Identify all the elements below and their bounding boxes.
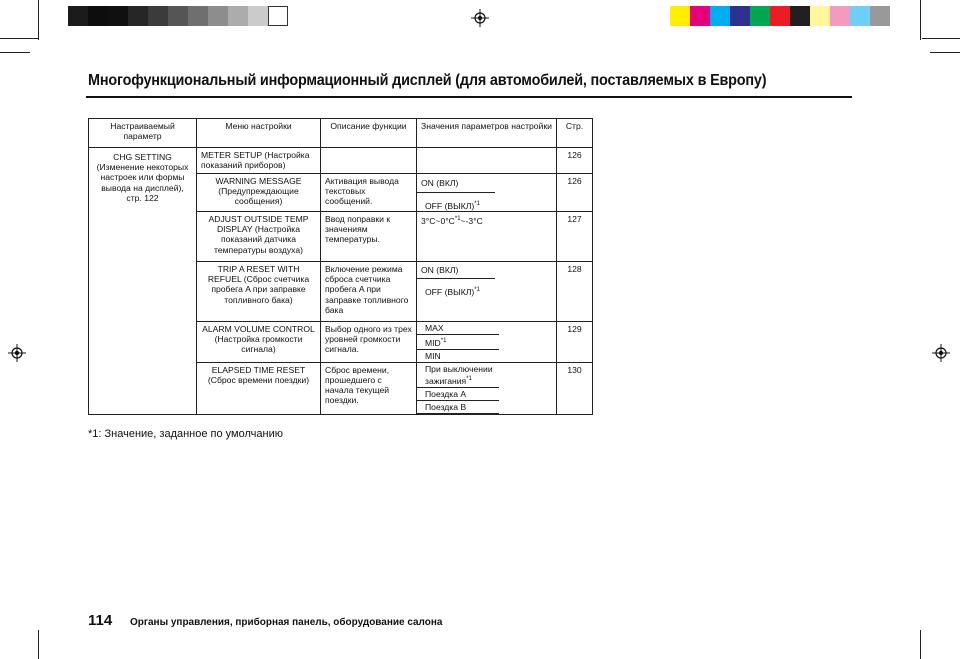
crop-mark bbox=[0, 52, 30, 53]
gray-swatch bbox=[128, 6, 148, 26]
gray-swatch bbox=[208, 6, 228, 26]
page-footer-title: Органы управления, приборная панель, оборудование салона bbox=[130, 616, 443, 628]
gray-swatch bbox=[68, 6, 88, 26]
menu-cell: METER SETUP (Настройка показаний приборов) bbox=[197, 148, 321, 174]
column-header: Значения параметров настройки bbox=[417, 119, 557, 148]
color-swatch bbox=[790, 6, 810, 26]
column-header: Стр. bbox=[557, 119, 593, 148]
values-cell bbox=[417, 174, 557, 212]
registration-target-icon bbox=[471, 9, 489, 27]
grayscale-calibration-bar bbox=[68, 6, 288, 26]
page-number: 114 bbox=[88, 612, 113, 629]
gray-swatch bbox=[188, 6, 208, 26]
crop-mark bbox=[930, 52, 960, 53]
page-cell: 130 bbox=[557, 362, 593, 415]
crop-mark bbox=[0, 38, 38, 39]
title-rule bbox=[86, 96, 852, 98]
value-option: Поездка B bbox=[417, 401, 499, 414]
gray-swatch bbox=[148, 6, 168, 26]
desc-cell bbox=[321, 148, 417, 174]
color-calibration-bar bbox=[670, 6, 890, 26]
values-cell: $3^\circ C\sim 0^\circ C^{*1}\sim-3^\circ C$ bbox=[417, 212, 557, 262]
crop-mark bbox=[922, 38, 960, 39]
color-swatch bbox=[750, 6, 770, 26]
color-swatch bbox=[830, 6, 850, 26]
registration-target-icon bbox=[932, 344, 950, 362]
group-cell: CHG SETTING (Изменение некоторых настроек или формы вывода на дисплей), стр. 122 bbox=[89, 148, 197, 415]
value-option: OFF (ВЫКЛ)$^{*1}$ bbox=[425, 200, 480, 211]
values-cell bbox=[417, 362, 557, 415]
column-header: Описание функции bbox=[321, 119, 417, 148]
color-swatch bbox=[870, 6, 890, 26]
crop-mark bbox=[38, 0, 39, 40]
color-swatch bbox=[710, 6, 730, 26]
crop-mark bbox=[38, 630, 39, 659]
column-header: Настраиваемый параметр bbox=[89, 119, 197, 148]
settings-table bbox=[88, 118, 593, 415]
menu-cell: TRIP A RESET WITH REFUEL (Сброс счетчика пробега A при заправке топливного бака) bbox=[197, 262, 321, 322]
color-swatch bbox=[770, 6, 790, 26]
value-option: ON (ВКЛ) bbox=[417, 262, 495, 279]
color-swatch bbox=[670, 6, 690, 26]
values-cell bbox=[417, 262, 557, 322]
desc-cell: Активация вывода текстовых сообщений. bbox=[321, 174, 417, 212]
gray-swatch bbox=[268, 6, 288, 26]
page-cell: 127 bbox=[557, 212, 593, 262]
values-cell bbox=[417, 322, 557, 362]
table-row bbox=[89, 148, 593, 174]
column-header: Меню настройки bbox=[197, 119, 321, 148]
crop-mark bbox=[920, 0, 921, 40]
crop-mark bbox=[920, 630, 921, 659]
values-cell bbox=[417, 148, 557, 174]
page-cell: 129 bbox=[557, 322, 593, 362]
gray-swatch bbox=[248, 6, 268, 26]
desc-cell: Сброс времени, прошедшего с начала текущей поездки. bbox=[321, 362, 417, 415]
page-cell: 126 bbox=[557, 148, 593, 174]
desc-cell: Включение режима сброса счетчика пробега A при заправке топливного бака bbox=[321, 262, 417, 322]
menu-cell: WARNING MESSAGE (Предупреждающие сообщения) bbox=[197, 174, 321, 212]
menu-cell: ALARM VOLUME CONTROL (Настройка громкости сигнала) bbox=[197, 322, 321, 362]
value-option: ON (ВКЛ) bbox=[417, 174, 495, 193]
value-option: При выключении зажигания$^{*1}$ bbox=[417, 363, 499, 388]
page-cell: 126 bbox=[557, 174, 593, 212]
gray-swatch bbox=[228, 6, 248, 26]
value-option: Поездка A bbox=[417, 388, 499, 401]
table-header-row bbox=[89, 119, 593, 148]
page-title: Многофункциональный информационный дисплей (для автомобилей, поставляемых в Европу) bbox=[88, 72, 767, 89]
value-option: MIN bbox=[425, 351, 441, 362]
menu-cell: ELAPSED TIME RESET (Сброс времени поездки) bbox=[197, 362, 321, 415]
page-cell: 128 bbox=[557, 262, 593, 322]
value-option: MAX bbox=[417, 322, 499, 335]
color-swatch bbox=[730, 6, 750, 26]
value-option: OFF (ВЫКЛ)$^{*1}$ bbox=[425, 286, 480, 297]
desc-cell: Ввод поправки к значениям температуры. bbox=[321, 212, 417, 262]
footnote: *1: Значение, заданное по умолчанию bbox=[88, 428, 283, 440]
menu-cell: ADJUST OUTSIDE TEMP DISPLAY (Настройка показаний датчика температуры воздуха) bbox=[197, 212, 321, 262]
color-swatch bbox=[810, 6, 830, 26]
value-option: MID$^{*1}$ bbox=[417, 335, 499, 350]
desc-cell: Выбор одного из трех уровней громкости сигнала. bbox=[321, 322, 417, 362]
color-swatch bbox=[690, 6, 710, 26]
color-swatch bbox=[850, 6, 870, 26]
gray-swatch bbox=[108, 6, 128, 26]
gray-swatch bbox=[88, 6, 108, 26]
registration-target-icon bbox=[8, 344, 26, 362]
gray-swatch bbox=[168, 6, 188, 26]
